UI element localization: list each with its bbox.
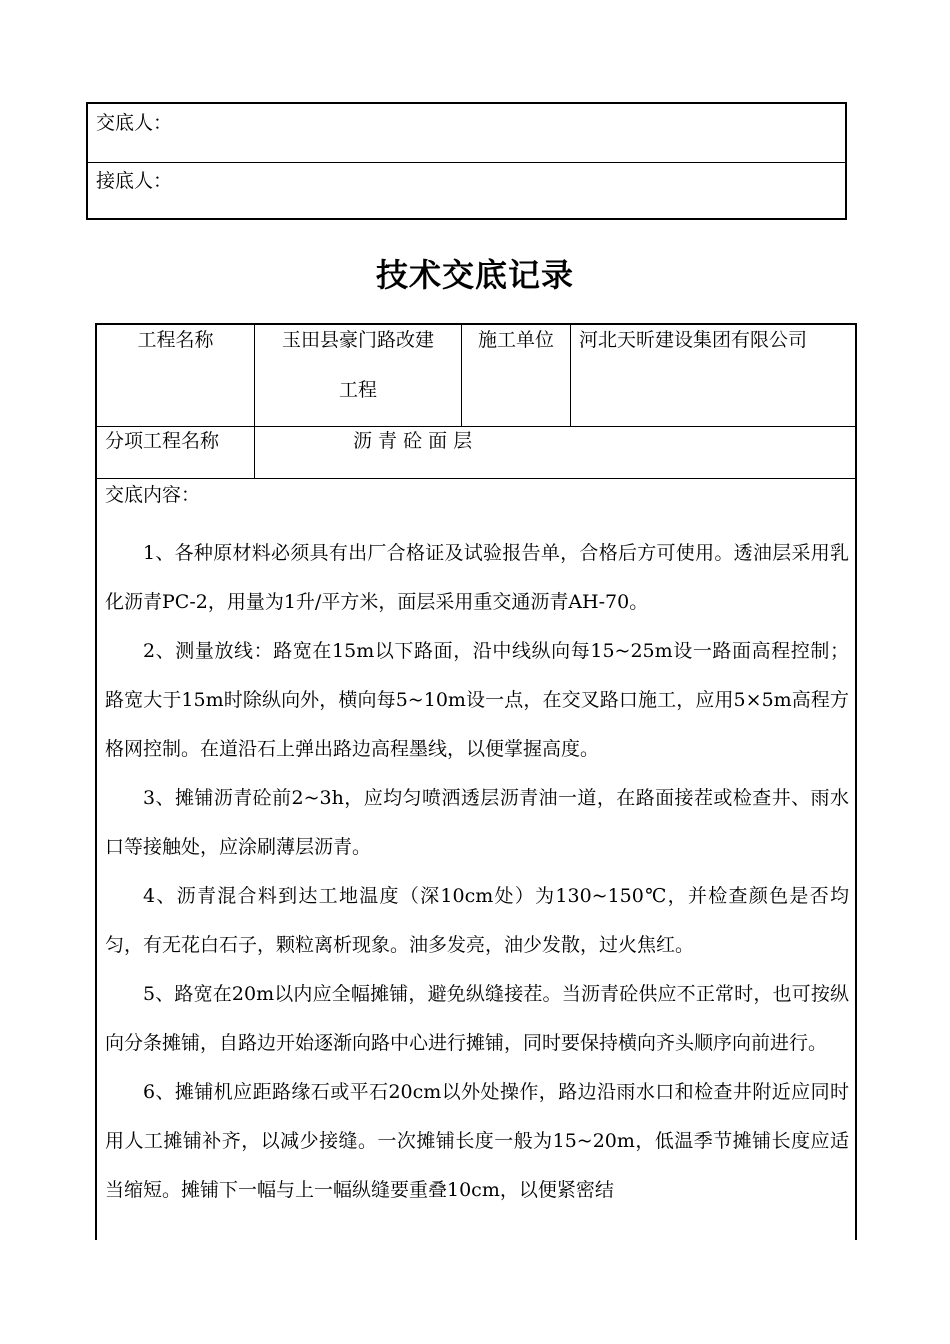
row-divider bbox=[97, 478, 855, 479]
project-name-label: 工程名称 bbox=[137, 329, 214, 351]
project-name-value-line1: 玉田县豪门路改建 bbox=[281, 329, 434, 351]
receiver-row bbox=[88, 162, 845, 220]
project-name-value-line2: 工程 bbox=[338, 379, 377, 401]
sub-project-value: 沥 青 砼 面 层 bbox=[353, 430, 473, 452]
content-item: 5、路宽在20m以内应全幅摊铺，避免纵缝接茬。当沥青砼供应不正常时，也可按纵向分条摊铺，自路边开始逐渐向路中心进行摊铺，同时要保持横向齐头顺序向前进行。 bbox=[105, 983, 849, 1054]
receiver-label: 接底人： bbox=[96, 170, 173, 192]
content-item: 4、沥青混合料到达工地温度（深10cm处）为130~150℃，并检查颜色是否均匀，有无花白石子，颗粒离析现象。油多发亮，油少发散，过火焦红。 bbox=[105, 885, 849, 956]
sub-project-label: 分项工程名称 bbox=[105, 430, 220, 452]
record-table bbox=[95, 323, 857, 1240]
content-item: 2、测量放线：路宽在15m以下路面，沿中线纵向每15~25m设一路面高程控制；路宽大于15m时除纵向外，横向每5~10m设一点，在交叉路口施工，应用5×5m高程方格网控制。在道沿石上弹出路边高程墨线，以便掌握高度。 bbox=[105, 640, 849, 760]
content-item: 6、摊铺机应距路缘石或平石20cm以外处操作，路边沿雨水口和检查井附近应同时用人工摊铺补齐，以减少接缝。一次摊铺长度一般为15~20m，低温季节摊铺长度应适当缩短。摊铺下一幅与上一幅纵缝要重叠10cm，以便紧密结 bbox=[105, 1081, 849, 1201]
signature-box bbox=[86, 102, 847, 220]
presenter-label: 交底人： bbox=[96, 112, 173, 134]
contractor-value: 河北天昕建设集团有限公司 bbox=[579, 329, 808, 351]
document-title: 技术交底记录 bbox=[375, 256, 574, 294]
column-divider bbox=[570, 325, 571, 426]
presenter-row bbox=[88, 104, 845, 163]
content-item: 1、各种原材料必须具有出厂合格证及试验报告单，合格后方可使用。透油层采用乳化沥青PC-2，用量为1升/平方米，面层采用重交通沥青AH-70。 bbox=[105, 542, 849, 613]
content-heading: 交底内容： bbox=[105, 484, 201, 506]
disclosure-content bbox=[105, 480, 849, 1215]
contractor-label: 施工单位 bbox=[477, 329, 554, 351]
content-item: 3、摊铺沥青砼前2~3h，应均匀喷洒透层沥青油一道，在路面接茬或检查井、雨水口等接触处，应涂刷薄层沥青。 bbox=[105, 787, 849, 858]
